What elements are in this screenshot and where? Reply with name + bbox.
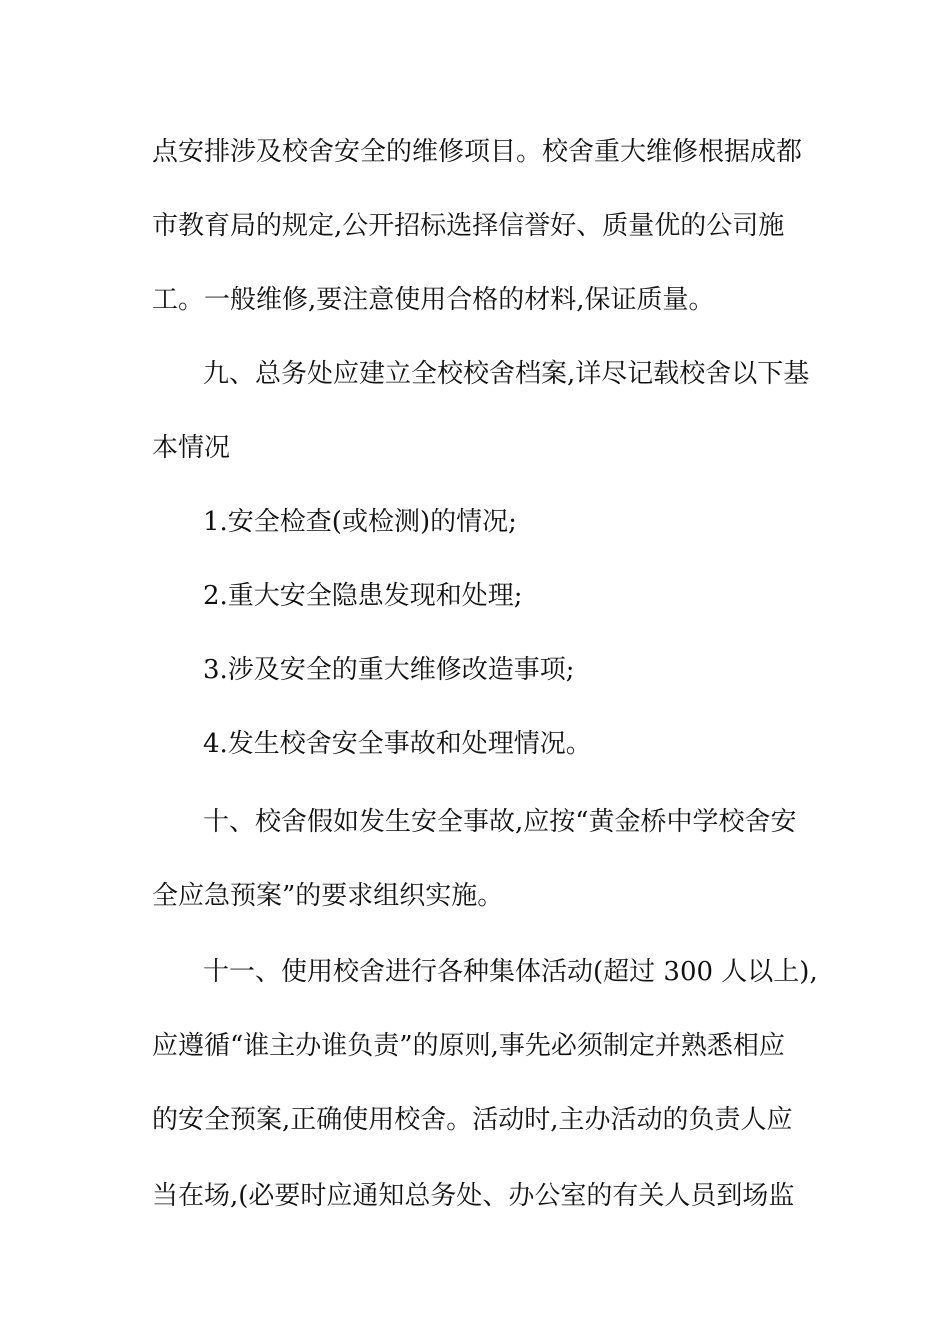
body-text-line: 工。一般维修,要注意使用合格的材料,保证质量。 [152,285,715,315]
body-text-line: 的安全预案,正确使用校舍。活动时,主办活动的负责人应 [152,1105,793,1135]
body-text-line: 市教育局的规定,公开招标选择信誉好、质量优的公司施 [152,211,785,241]
body-text-line: 全应急预案”的要求组织实施。 [152,881,504,911]
section-ten-heading: 十、校舍假如发生安全事故,应按“黄金桥中学校舍安 [203,807,797,837]
list-item-2: 2.重大安全隐患发现和处理; [203,581,523,611]
section-nine-heading: 九、总务处应建立全校校舍档案,详尽记载校舍以下基 [203,359,810,389]
list-item-3: 3.涉及安全的重大维修改造事项; [203,655,575,685]
section-eleven-heading: 十一、使用校舍进行各种集体活动(超过 300 人以上), [203,957,818,987]
body-text-line: 本情况 [152,433,231,463]
body-text-line: 应遵循“谁主办谁负责”的原则,事先必须制定并熟悉相应 [152,1031,785,1061]
body-text-line: 当在场,(必要时应通知总务处、办公室的有关人员到场监 [152,1181,795,1211]
body-text-line: 点安排涉及校舍安全的维修项目。校舍重大维修根据成都 [152,137,803,167]
list-item-4: 4.发生校舍安全事故和处理情况。 [203,729,592,759]
list-item-1: 1.安全检查(或检测)的情况; [203,507,517,537]
